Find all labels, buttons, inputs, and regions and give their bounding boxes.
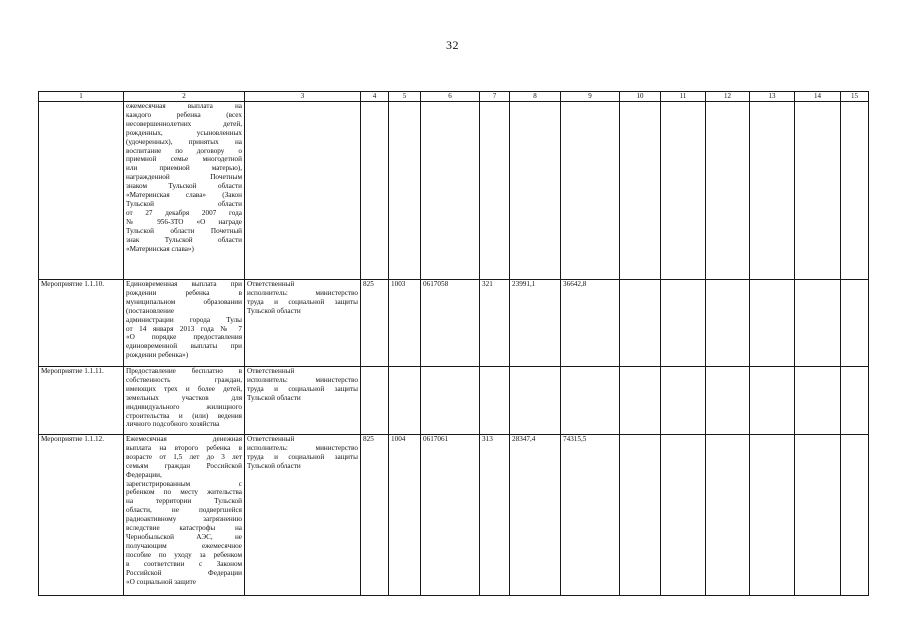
column-header-9: 9 bbox=[561, 92, 620, 102]
cell-c8 bbox=[510, 367, 561, 435]
empty-cell-col-13 bbox=[750, 435, 795, 596]
activity-description-line: рождении ребенка») bbox=[126, 351, 189, 360]
cell-c7: 321 bbox=[480, 280, 510, 367]
cell-c5 bbox=[389, 102, 421, 280]
cell-c6: 0617061 bbox=[421, 435, 480, 596]
empty-cell-col-15 bbox=[841, 367, 869, 435]
activity-description-line: или приемной матерью), bbox=[126, 164, 242, 173]
activity-description-line: (удочеренных), принятых на bbox=[126, 137, 242, 146]
responsible-executor bbox=[245, 280, 361, 367]
activity-number: Мероприятие 1.1.11. bbox=[39, 367, 124, 435]
empty-cell-col-13 bbox=[750, 280, 795, 367]
activity-description-line: пособие по уходу за ребенком bbox=[126, 550, 242, 559]
table-row bbox=[39, 435, 869, 596]
activity-description bbox=[124, 102, 245, 280]
responsible-executor-line: Тульской области bbox=[247, 393, 301, 402]
empty-cell-col-13 bbox=[750, 367, 795, 435]
activity-description-line: «Материнская слава») bbox=[126, 244, 194, 253]
column-header-7: 7 bbox=[480, 92, 510, 102]
activity-description-line: рождении ребенка в bbox=[126, 288, 242, 297]
activity-description-line: каждого ребенка (всех bbox=[126, 110, 242, 119]
activity-description-line: Тульской области Почетный bbox=[126, 226, 242, 235]
column-header-1: 1 bbox=[39, 92, 124, 102]
responsible-executor-line: труда и социальной защиты bbox=[247, 452, 358, 461]
activity-description-line: ежемесячная выплата на bbox=[126, 102, 242, 110]
responsible-executor bbox=[245, 102, 361, 280]
responsible-executor bbox=[245, 435, 361, 596]
activity-description-line: на территории Тульской bbox=[126, 497, 242, 506]
empty-cell-col-15 bbox=[841, 435, 869, 596]
activity-description-line: в соответствии с Законом bbox=[126, 559, 242, 568]
activity-number: Мероприятие 1.1.10. bbox=[39, 280, 124, 367]
empty-cell-col-11 bbox=[661, 367, 706, 435]
column-header-13: 13 bbox=[750, 92, 795, 102]
column-header-5: 5 bbox=[389, 92, 421, 102]
activity-description-line: несовершеннолетних детей, bbox=[126, 119, 242, 128]
activity-description-line: получающим ежемесячное bbox=[126, 541, 242, 550]
table-row bbox=[39, 102, 869, 280]
activity-description-line: воспитание по договору о bbox=[126, 146, 242, 155]
cell-c8: 23991,1 bbox=[510, 280, 561, 367]
column-header-12: 12 bbox=[706, 92, 750, 102]
column-header-11: 11 bbox=[661, 92, 706, 102]
activity-description-line: ребенком по месту жительства bbox=[126, 488, 242, 497]
cell-c7 bbox=[480, 102, 510, 280]
cell-c4 bbox=[361, 102, 389, 280]
column-header-14: 14 bbox=[795, 92, 841, 102]
cell-c9 bbox=[561, 102, 620, 280]
responsible-executor-line: Тульской области bbox=[247, 461, 301, 470]
activity-description-line: семьям граждан Российской bbox=[126, 461, 242, 470]
activity-description-line: Единовременная выплата при bbox=[126, 280, 242, 288]
activity-description-line: знаком Тульской области bbox=[126, 182, 242, 191]
empty-cell-col-12 bbox=[706, 102, 750, 280]
activity-description-line: радиоактивному загрязнению bbox=[126, 515, 242, 524]
cell-c9: 36642,8 bbox=[561, 280, 620, 367]
activity-description-line: зарегистрированным с bbox=[126, 479, 242, 488]
empty-cell-col-11 bbox=[661, 435, 706, 596]
cell-c8 bbox=[510, 102, 561, 280]
empty-cell-col-12 bbox=[706, 367, 750, 435]
cell-c4 bbox=[361, 367, 389, 435]
activity-description-line: рожденных, усыновленных bbox=[126, 128, 242, 137]
table-row bbox=[39, 280, 869, 367]
activity-description-line: индивидуального жилищного bbox=[126, 402, 242, 411]
empty-cell-col-14 bbox=[795, 280, 841, 367]
responsible-executor-line: исполнитель: министерство bbox=[247, 443, 358, 452]
empty-cell-col-15 bbox=[841, 280, 869, 367]
activity-description-line: знак Тульской области bbox=[126, 235, 242, 244]
empty-cell-col-14 bbox=[795, 102, 841, 280]
activity-description-line: строительства и (или) ведения bbox=[126, 411, 242, 420]
activity-description-line: муниципальном образовании bbox=[126, 297, 242, 306]
activity-description-line: Тульской области bbox=[126, 199, 242, 208]
activity-description-line: вследствие катастрофы на bbox=[126, 524, 242, 533]
activity-description-line: № 956-ЗТО «О награде bbox=[126, 217, 242, 226]
activity-description-line: Предоставление бесплатно в bbox=[126, 367, 242, 375]
activity-description-line: области, не подвергшейся bbox=[126, 506, 242, 515]
responsible-executor-line: Ответственный bbox=[247, 435, 295, 443]
cell-c7: 313 bbox=[480, 435, 510, 596]
activity-description-line: Ежемесячная денежная bbox=[126, 435, 242, 443]
activity-description-line: Чернобыльской АЭС, не bbox=[126, 532, 242, 541]
activity-description-line: от 27 декабря 2007 года bbox=[126, 208, 242, 217]
activity-description-line: собственность граждан, bbox=[126, 375, 242, 384]
activity-description-line: администрации города Тулы bbox=[126, 315, 242, 324]
responsible-executor-line: Ответственный bbox=[247, 367, 295, 375]
cell-c9 bbox=[561, 367, 620, 435]
activity-description-line: Российской Федерации bbox=[126, 568, 242, 577]
activity-description-line: «О социальной защите bbox=[126, 577, 197, 586]
cell-c7 bbox=[480, 367, 510, 435]
empty-cell-col-10 bbox=[620, 435, 661, 596]
responsible-executor-line: Тульской области bbox=[247, 306, 301, 315]
responsible-executor-line: исполнитель: министерство bbox=[247, 375, 358, 384]
activity-description-line: единовременной выплаты при bbox=[126, 342, 242, 351]
column-number-row bbox=[39, 92, 869, 102]
column-header-4: 4 bbox=[361, 92, 389, 102]
activity-description-line: «О порядке предоставления bbox=[126, 333, 242, 342]
table-row bbox=[39, 367, 869, 435]
cell-c9: 74315,5 bbox=[561, 435, 620, 596]
column-header-6: 6 bbox=[421, 92, 480, 102]
empty-cell-col-12 bbox=[706, 280, 750, 367]
column-header-15: 15 bbox=[841, 92, 869, 102]
column-header-10: 10 bbox=[620, 92, 661, 102]
activity-description-line: от 14 января 2013 года № 7 bbox=[126, 324, 242, 333]
responsible-executor-line: труда и социальной защиты bbox=[247, 384, 358, 393]
cell-c5 bbox=[389, 367, 421, 435]
empty-cell-col-10 bbox=[620, 280, 661, 367]
program-table bbox=[38, 91, 869, 596]
empty-cell-col-10 bbox=[620, 367, 661, 435]
activity-description bbox=[124, 280, 245, 367]
activity-description bbox=[124, 367, 245, 435]
cell-c6 bbox=[421, 367, 480, 435]
activity-number bbox=[39, 102, 124, 280]
cell-c6: 0617058 bbox=[421, 280, 480, 367]
activity-description bbox=[124, 435, 245, 596]
cell-c5: 1003 bbox=[389, 280, 421, 367]
empty-cell-col-15 bbox=[841, 102, 869, 280]
page-number: 32 bbox=[446, 38, 459, 52]
cell-c4: 825 bbox=[361, 280, 389, 367]
empty-cell-col-10 bbox=[620, 102, 661, 280]
empty-cell-col-11 bbox=[661, 280, 706, 367]
empty-cell-col-14 bbox=[795, 435, 841, 596]
activity-description-line: Федерации, bbox=[126, 470, 162, 479]
activity-description-line: личного подсобного хозяйства bbox=[126, 420, 220, 429]
activity-description-line: награжденной Почетным bbox=[126, 173, 242, 182]
cell-c5: 1004 bbox=[389, 435, 421, 596]
empty-cell-col-12 bbox=[706, 435, 750, 596]
empty-cell-col-14 bbox=[795, 367, 841, 435]
empty-cell-col-11 bbox=[661, 102, 706, 280]
activity-description-line: возрасте от 1,5 лет до 3 лет bbox=[126, 452, 242, 461]
column-header-2: 2 bbox=[124, 92, 245, 102]
responsible-executor-line: исполнитель: министерство bbox=[247, 288, 358, 297]
cell-c6 bbox=[421, 102, 480, 280]
cell-c8: 28347,4 bbox=[510, 435, 561, 596]
cell-c4: 825 bbox=[361, 435, 389, 596]
activity-description-line: «Материнская слава» (Закон bbox=[126, 191, 242, 200]
responsible-executor bbox=[245, 367, 361, 435]
column-header-8: 8 bbox=[510, 92, 561, 102]
responsible-executor-line: Ответственный bbox=[247, 280, 295, 288]
activity-description-line: выплата на второго ребенка в bbox=[126, 443, 242, 452]
activity-description-line: земельных участков для bbox=[126, 393, 242, 402]
column-header-3: 3 bbox=[245, 92, 361, 102]
responsible-executor-line: труда и социальной защиты bbox=[247, 297, 358, 306]
activity-description-line: (постановление bbox=[126, 306, 175, 315]
activity-description-line: имеющих трех и более детей, bbox=[126, 384, 242, 393]
activity-number: Мероприятие 1.1.12. bbox=[39, 435, 124, 596]
activity-description-line: приемной семье многодетной bbox=[126, 155, 242, 164]
empty-cell-col-13 bbox=[750, 102, 795, 280]
